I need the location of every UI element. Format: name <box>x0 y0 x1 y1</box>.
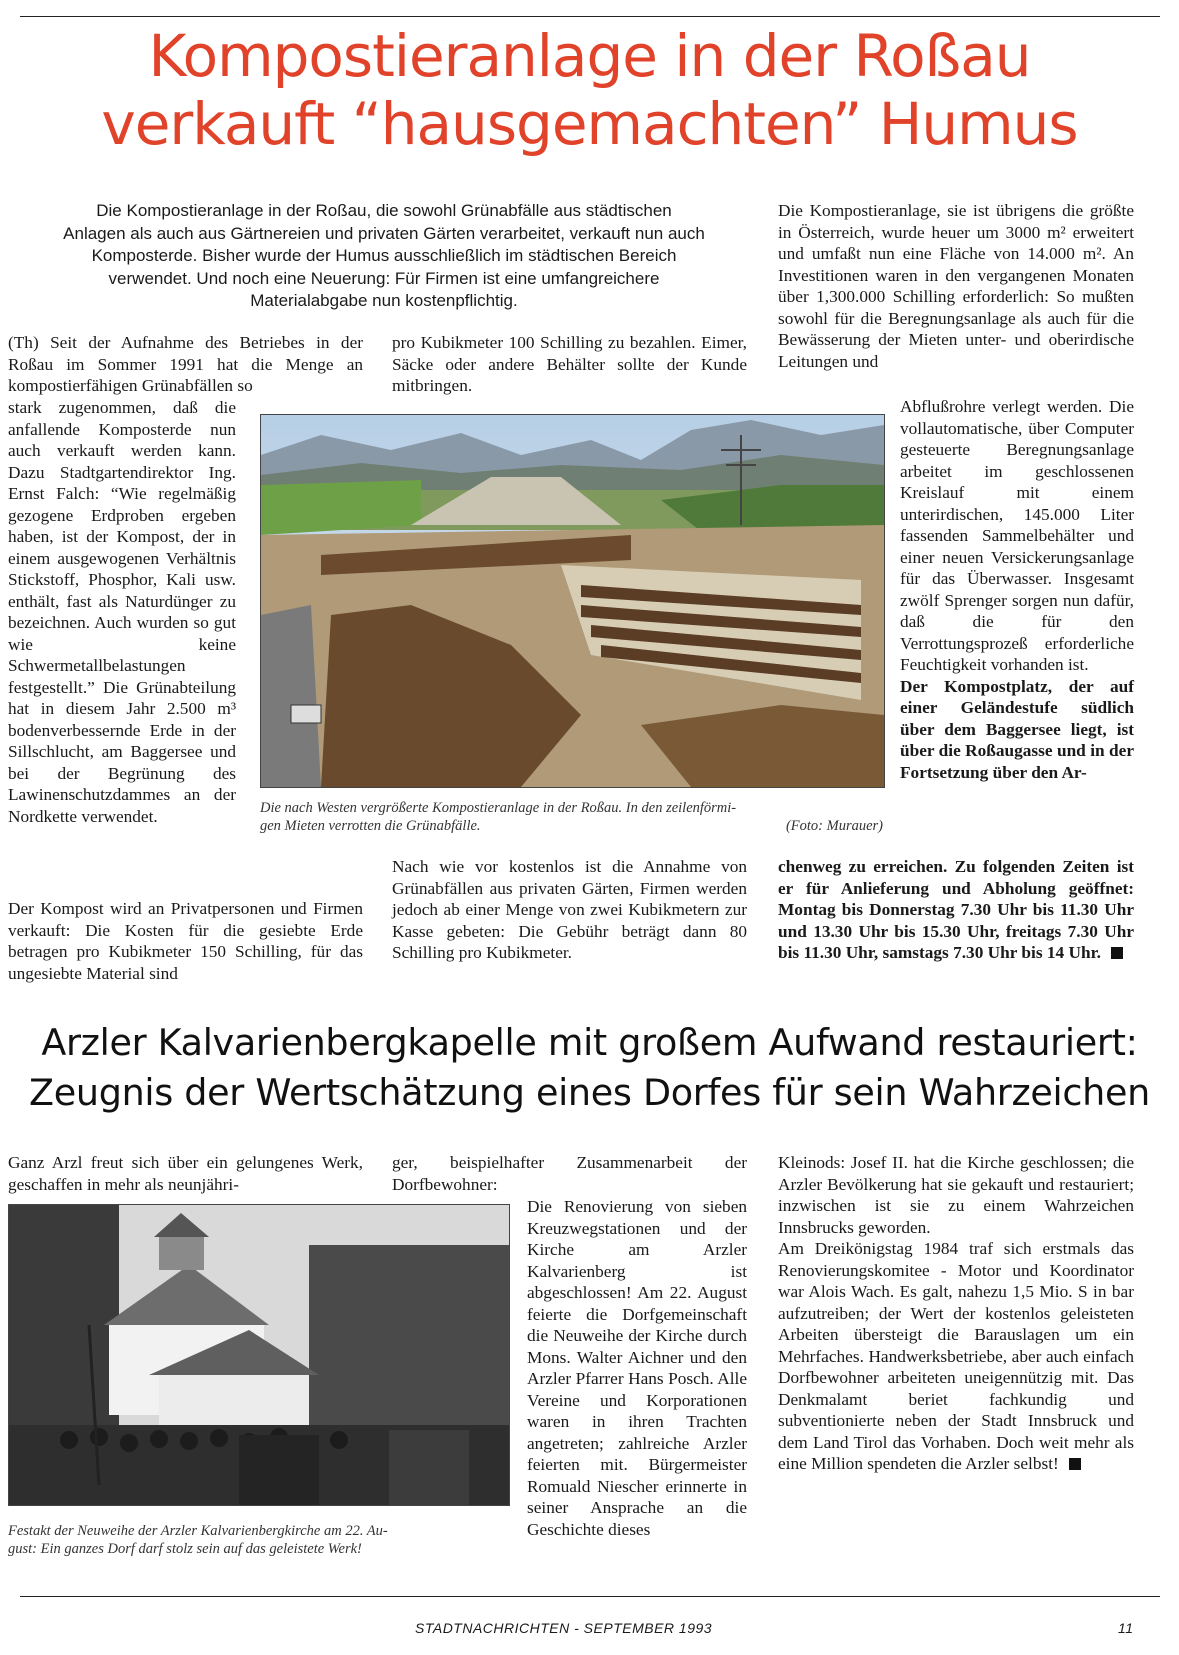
article2-headline: Arzler Kalvarienbergkapelle mit großem Aufwand restauriert: Zeugnis der Wertschätzung eines Dorfes für sein Wahrzeichen <box>29 1021 1150 1114</box>
article1-col1-bottom: Der Kompost wird an Privatpersonen und Firmen verkauft: Die Kosten für die gesiebte Erde betragen pro Kubikmeter 150 Schilling, für das ungesiebte Material sind <box>8 899 363 983</box>
chapel-ceremony-photo <box>8 1204 510 1506</box>
page-number: 11 <box>1118 1620 1134 1636</box>
top-rule <box>20 16 1160 17</box>
article1-headline: Kompostieranlage in der Roßau verkauft “hausgemachten” Humus <box>101 22 1078 158</box>
article1-col3-narrow: Abflußrohre verlegt werden. Die vollautomatische, über Computer gesteuerte Beregnungsanlage arbeitet im geschlossenen Kreislauf mit einem unterirdischen, 145.000 Liter fassenden Sammelbehälter und einer neuen Versickerungsanlage für das Überwasser. Insgesamt zwölf Sprenger sorgen nun dafür, daß die für den Verrottungsprozeß erforderliche Feuchtigkeit vorhanden ist. Der Kompostplatz, der auf einer Geländestufe südlich über dem Baggersee liegt, ist über die Roßaugasse und in der Fortsetzung über den Ar- <box>900 397 1134 782</box>
bottom-rule <box>20 1596 1160 1597</box>
article1-photo-caption: Die nach Westen vergrößerte Kompostieranlage in der Roßau. In den zeilenförmi- gen Mieten verrotten die Grünabfälle. (Foto: Murauer) <box>260 800 883 834</box>
article1-col2-bottom: Nach wie vor kostenlos ist die Annahme von Grünabfällen aus privaten Gärten, Firmen werden jedoch ab einer Menge von zwei Kubikmetern zur Kasse gebeten: Die Gebühr beträgt dann 80 Schilling pro Kubikmeter. <box>392 857 747 962</box>
article2-col1-top: Ganz Arzl freut sich über ein gelungenes Werk, geschaffen in mehr als neunjähri- <box>8 1153 363 1194</box>
article2-photo-caption: Festakt der Neuweihe der Arzler Kalvarienbergkirche am 22. Au- gust: Ein ganzes Dorf darf stolz sein auf das geleistete Werk! <box>8 1523 388 1557</box>
footer-publication: STADTNACHRICHTEN - SEPTEMBER 1993 <box>415 1620 713 1636</box>
article1-col1-wrap: stark zugenommen, daß die anfallende Komposterde nun auch verkauft werden kann. Dazu Stadtgartendirektor Ing. Ernst Falch: “Wie regelmäßig gezogene Erdproben ergeben haben, ist der Kompost, der in einem ausgewogenen Verhältnis Stickstoff, Phosphor, Kali usw. enthält, fast als Naturdünger zu bezeichnen. Auch wurden so gut wie keine Schwermetallbelastungen festgestellt.” Die Grünabteilung hat in diesem Jahr 2.500 m³ bodenverbessernde Erde in der Sillschlucht, am Baggersee und bei der Begrünung des Lawinenschutzdammes an der Nordkette verwendet. <box>8 398 236 826</box>
end-mark <box>1069 1458 1081 1470</box>
chapel-illustration <box>9 1205 509 1505</box>
compost-facility-photo <box>260 414 885 788</box>
article1-col1-top: (Th) Seit der Aufnahme des Betriebes in der Roßau im Sommer 1991 hat die Menge an kompostierfähigen Grünabfällen so <box>8 333 363 395</box>
article1-lead: Die Kompostieranlage in der Roßau, die sowohl Grünabfälle aus städtischen Anlagen als auch aus Gärtnereien und privaten Gärten verarbeitet, verkauft nun auch Komposterde. Bisher wurde der Humus ausschließlich im städtischen Bereich verwendet. Und noch eine Neuerung: Für Firmen ist eine umfangreichere Materialabgabe nun kostenpflichtig. <box>63 201 705 310</box>
end-mark <box>1111 947 1123 959</box>
article2-col3: Kleinods: Josef II. hat die Kirche geschlossen; die Arzler Bevölkerung hat sie gekauft und restauriert; inzwischen ist sie zu einem Wahrzeichen Innsbrucks geworden. Am Dreikönigstag 1984 traf sich erstmals das Renovierungskomitee - Motor und Koordinator war Alois Wach. Es galt, nahezu 1,5 Mio. S in bar aufzutreiben; der Wert der kostenlos geleisteten Arbeiten übersteigt die Barauslagen um ein Mehrfaches. Handwerksbetriebe, aber auch einfach Dorfbewohner arbeiteten uneigennützig mit. Das Denkmalamt beriet fachkundig und subventionierte neben der Stadt Innsbruck und dem Land Tirol das Vorhaben. Doch weit mehr als eine Million spendeten die Arzler selbst! <box>778 1153 1134 1473</box>
article2-col2-narrow: Die Renovierung von sieben Kreuzwegstationen und der Kirche am Arzler Kalvarienberg ist abgeschlossen! Am 22. August feierte die Dorfgemeinschaft die Neuweihe der Kirche durch Mons. Walter Aichner und den Arzler Pfarrer Hans Posch. Alle Vereine und Korporationen waren in ihren Trachten angetreten; zahlreiche Arzler feierten mit. Bürgermeister Romuald Niescher erinnerte in seiner Ansprache an die Geschichte dieses <box>527 1197 747 1539</box>
compost-landscape-illustration <box>261 415 884 787</box>
article1-col3-top: Die Kompostieranlage, sie ist übrigens die größte in Österreich, wurde heuer um 3000 m² erweitert und umfaßt nun eine Fläche von 14.000 m². An Investitionen waren in den vergangenen Monaten über 1,300.000 Schilling erforderlich: So mußten sowohl für die Beregnungsanlage als auch für die Bewässerung der Mieten unter- und oberirdische Leitungen und <box>778 201 1134 371</box>
article1-col3-bold: chenweg zu erreichen. Zu folgenden Zeiten ist er für Anlieferung und Abholung geöffnet: Montag bis Donnerstag 7.30 Uhr bis 11.30 Uhr und 13.30 Uhr bis 15.30 Uhr, freitags 7.30 Uhr bis 11.30 Uhr, samstags 7.30 Uhr bis 14 Uhr. <box>778 857 1134 962</box>
article2-col2-top: ger, beispielhafter Zusammenarbeit der Dorfbewohner: <box>392 1153 747 1194</box>
article1-col2-top: pro Kubikmeter 100 Schilling zu bezahlen. Eimer, Säcke oder andere Behälter sollte der Kunde mitbringen. <box>392 333 747 395</box>
